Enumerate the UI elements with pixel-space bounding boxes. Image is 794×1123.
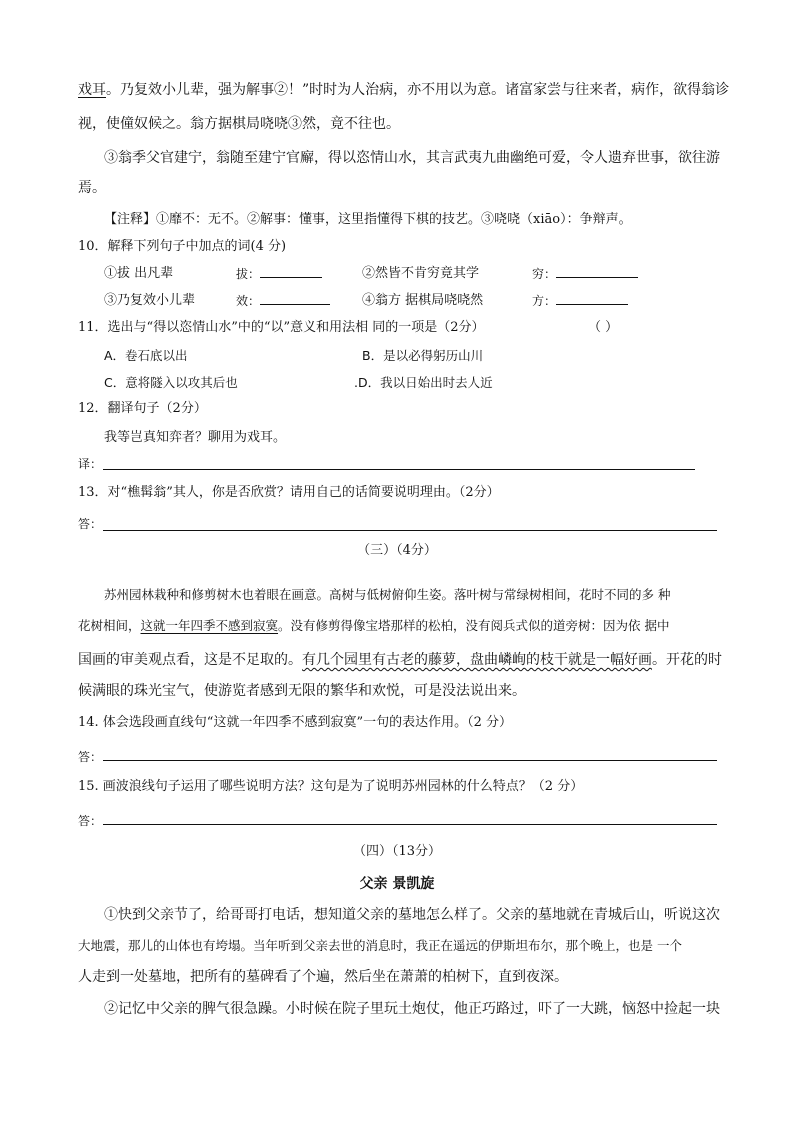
- q10-item-b-sentence: ②然皆不肯穷竟其学: [362, 266, 480, 281]
- q10-item-a-word: 拔：: [236, 267, 261, 281]
- passage-fragment: 花树相间，: [78, 618, 141, 633]
- q11-option-d: .D．我以日始出时去人近: [354, 375, 493, 390]
- q11-option-b: B．是以必得躬历山川: [362, 348, 484, 363]
- question-10-stem: 10．解释下列句子中加点的词(4 分): [78, 239, 287, 254]
- passage-line: ②记忆中父亲的脾气很急躁。小时候在院子里玩土炮仗，他正巧路过，吓了一大跳，恼怒中捡起一块: [104, 1001, 720, 1017]
- passage-line: 人走到一处墓地，把所有的墓碑看了个遍，然后坐在萧萧的柏树下，直到夜深。: [78, 969, 568, 985]
- wavy-underlined-sentence: 有几个园里有古老的藤萝，盘曲嶙峋的枝干就是一幅好画: [302, 652, 652, 668]
- q10-item-c-answer: [236, 290, 330, 312]
- q15-answer-line[interactable]: [103, 824, 717, 825]
- passage-line: 焉。: [78, 180, 106, 196]
- q10-item-c-word: 效：: [236, 294, 261, 308]
- q12-answer-label: 译：: [78, 457, 103, 471]
- q11-answer-paren[interactable]: （ ）: [588, 320, 619, 335]
- q10-item-d-answer: [532, 290, 628, 312]
- passage-line: 大地震，那儿的山体也有垮塌。当年听到父亲去世的消息时，我正在遥远的伊斯坦布尔，那个晚上，也是 一个: [78, 938, 682, 953]
- q14-answer-label: 答：: [78, 750, 103, 764]
- q14-answer-line[interactable]: [103, 760, 717, 761]
- answer-blank[interactable]: [556, 263, 638, 278]
- answer-blank[interactable]: [260, 263, 322, 278]
- q13-answer-label: 答：: [78, 517, 103, 531]
- q15-answer-label: 答：: [78, 814, 103, 828]
- question-11-stem: 11．选出与“得以恣情山水”中的“以”意义和用法相 同的一项是（2分）: [78, 320, 485, 335]
- q10-item-a-sentence: ①拔 出凡辈: [104, 266, 174, 281]
- passage-line: [78, 79, 729, 101]
- question-13-stem: 13．对“樵髯翁”其人，你是否欣赏？请用自己的话简要说明理由。（2分）: [78, 485, 500, 500]
- passage-fragment: 。乃复效小儿辈，强为解事②！”时时为人治病，亦不用以为意。诸富家尝与往来者，病作，欲得翁诊: [106, 82, 730, 98]
- q10-item-b-answer: [532, 263, 638, 285]
- passage-fragment: 戏耳: [78, 82, 106, 98]
- article-title: 父亲 景凯旋: [359, 876, 435, 892]
- q13-answer-line[interactable]: [103, 530, 717, 531]
- passage-line: 苏州园林栽种和修剪树木也着眼在画意。高树与低树俯仰生姿。落叶树与常绿树相间，花时不同的多 种: [104, 587, 671, 602]
- answer-blank[interactable]: [260, 290, 330, 305]
- question-15-stem: 15. 画波浪线句子运用了哪些说明方法？这句是为了说明苏州园林的什么特点？（2 分）: [78, 779, 584, 794]
- passage-fragment: 。没有修剪得像宝塔那样的松柏，没有阅兵式似的道旁树：因为依 据中: [278, 618, 670, 633]
- q10-item-a-answer: [236, 263, 322, 285]
- q10-item-c-sentence: ③乃复效小儿辈: [104, 293, 196, 308]
- section-4-title: （四）（13分）: [352, 844, 442, 859]
- question-14-stem: 14. 体会选段画直线句“这就一年四季不感到寂寞”一句的表达作用。（2 分）: [78, 715, 513, 730]
- passage-line: [78, 649, 722, 671]
- passage-line: ①快到父亲节了，给哥哥打电话，想知道父亲的墓地怎么样了。父亲的墓地就在青城后山，听说这次: [104, 907, 720, 923]
- passage-line: 候满眼的珠光宝气，使游览者感到无限的繁华和欢悦，可是没法说出来。: [78, 683, 526, 699]
- q10-item-d-sentence: ④翁方 据棋局哓哓然: [362, 293, 484, 308]
- q10-item-d-word: 方：: [532, 294, 557, 308]
- answer-blank[interactable]: [556, 290, 628, 305]
- passage-line: [78, 615, 670, 637]
- passage-line: ③翁季父官建宁，翁随至建宁官廨，得以恣情山水，其言武夷九曲幽绝可爱，令人遗弃世事，欲往游: [104, 150, 720, 166]
- passage-line: 视，使僮奴候之。翁方据棋局哓哓③然，竟不往也。: [78, 116, 400, 132]
- section-3-title: （三）（4分）: [357, 543, 437, 558]
- passage-fragment: 国画的审美观点看，这是不足取的。: [78, 652, 302, 668]
- passage-fragment: 。开花的时: [652, 652, 722, 668]
- annotation-note: 【注释】①靡不：无不。②解事：懂事，这里指懂得下棋的技艺。③哓哓（xiāo）：争辩声。: [104, 212, 632, 227]
- q12-sentence: 我等岂真知弈者？聊用为戏耳。: [104, 430, 287, 445]
- q12-answer-line[interactable]: [103, 469, 695, 470]
- q11-option-c: C．意将隧入以攻其后也: [104, 375, 238, 390]
- straight-underlined-sentence: 这就一年四季不感到寂寞: [140, 618, 279, 633]
- question-12-stem: 12．翻译句子（2分）: [78, 401, 207, 416]
- q10-item-b-word: 穷：: [532, 267, 557, 281]
- q11-option-a: A．卷石底以出: [104, 348, 188, 363]
